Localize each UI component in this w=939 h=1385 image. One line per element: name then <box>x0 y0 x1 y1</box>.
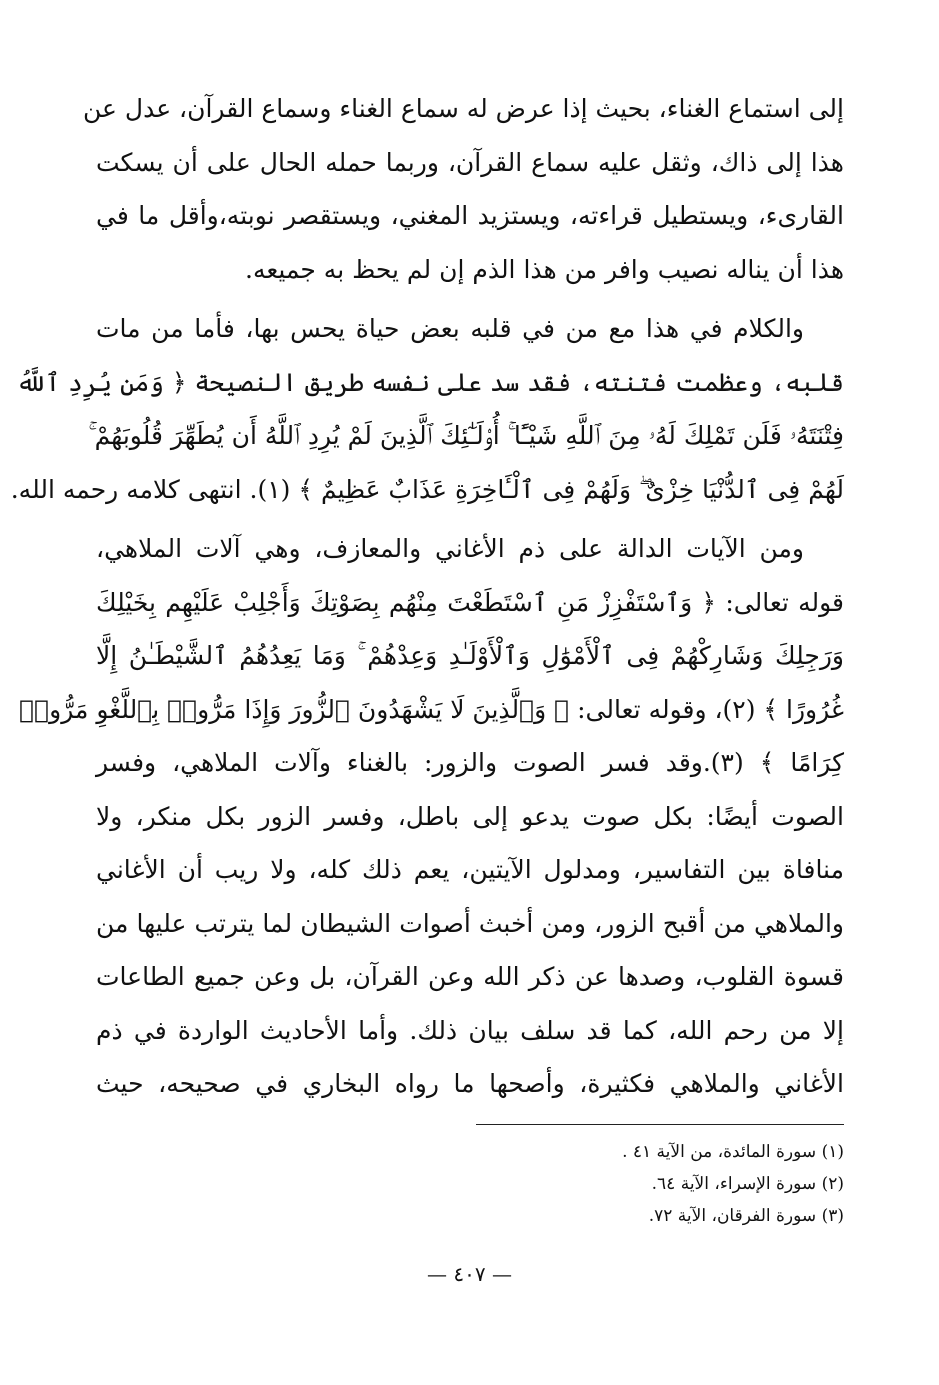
quran-verse-line: وَرَجِلِكَ وَشَارِكْهُمْ فِى ٱلْأَمْوَٰلِ وَٱلْأَوْلَـٰدِ وَعِدْهُمْ ۚ وَمَا يَعِدُهُمُ ٱلشَّيْطَـٰنُ إِلَّا <box>96 641 844 670</box>
paragraph <box>19 522 844 1111</box>
text-line: الأغاني والملاهي فكثيرة، وأصحها ما رواه البخاري في صحيحه، حيث <box>96 1069 844 1098</box>
text-line: والملاهي من أقبح الزور، ومن أخبث أصوات الشيطان لما يترتب عليها من <box>96 908 844 938</box>
footnote-divider <box>476 1124 844 1125</box>
quran-verse-line: غُرُورًا ﴾ (٢)، وقوله تعالى: ﴿ وَٱلَّذِينَ لَا يَشْهَدُونَ ٱلزُّورَ وَإِذَا مَرُّوا۟ بِٱللَّغْوِ مَرُّوا۟ <box>19 694 844 724</box>
footnote: (٣) سورة الفرقان، الآية ٧٢. <box>648 1206 844 1226</box>
quran-verse-line: لَهُمْ فِى ٱلدُّنْيَا خِزْىٌ ۖ وَلَهُمْ فِى ٱلْـَٔاخِرَةِ عَذَابٌ عَظِيمٌ ﴾ (١). انتهى كلامه رحمه الله. <box>10 474 844 504</box>
text-line: ومن الآيات الدالة على ذم الأغاني والمعازف، وهي آلات الملاهي، <box>96 534 804 563</box>
text-line: هذا إلى ذاك، وثقل عليه سماع القرآن، وربما حمله الحال على أن يسكت <box>96 147 844 177</box>
text-line: الصوت أيضًا: بكل صوت يدعو إلى باطل، وفسر الزور بكل منكر، ولا <box>96 801 844 831</box>
text-line: منافاة بين التفاسير، ومدلول الآيتين، يعم ذلك كله، ولا ريب أن الأغاني <box>96 855 844 884</box>
page-body <box>10 82 844 1117</box>
paragraph <box>83 82 844 296</box>
quran-verse-line: فِتْنَتَهُۥ فَلَن تَمْلِكَ لَهُۥ مِنَ ٱللَّهِ شَيْـًٔا ۚ أُو۟لَـٰٓئِكَ ٱلَّذِينَ لَمْ يُرِدِ ٱللَّهُ أَن يُطَهِّرَ قُلُوبَهُمْ ۚ <box>88 421 844 450</box>
text-line: القارىء، ويستطيل قراءته، ويستزيد المغني، ويستقصر نوبته،وأقل ما في <box>96 201 844 230</box>
paragraph <box>10 302 844 516</box>
text-line: قلبه، وعظمت فتنته، فقد سد على نفسه طريق النصيحة ﴿ وَمَن يُرِدِ ٱللَّهُ <box>16 367 844 397</box>
quran-verse-line: قوله تعالى: ﴿ وَٱسْتَفْزِزْ مَنِ ٱسْتَطَعْتَ مِنْهُم بِصَوْتِكَ وَأَجْلِبْ عَلَيْهِم بِخَيْلِكَ <box>96 587 844 617</box>
text-line: قسوة القلوب، وصدها عن ذكر الله وعن القرآن، بل وعن جميع الطاعات <box>96 962 844 991</box>
footnote: (٢) سورة الإسراء، الآية ٦٤. <box>651 1174 844 1194</box>
footnote: (١) سورة المائدة، من الآية ٤١ . <box>622 1142 844 1162</box>
footnotes <box>476 1136 844 1232</box>
text-line: إلا من رحم الله، كما قد سلف بيان ذلك. وأما الأحاديث الواردة في ذم <box>96 1015 844 1045</box>
text-line: والكلام في هذا مع من في قلبه بعض حياة يحس بها، فأما من مات <box>96 314 804 343</box>
text-line: هذا أن يناله نصيب وافر من هذا الذم إن لم يحظ به جميعه. <box>245 254 844 284</box>
page-number: — ٤٠٧ — <box>427 1262 512 1286</box>
text-line: إلى استماع الغناء، بحيث إذا عرض له سماع الغناء وسماع القرآن، عدل عن <box>83 94 844 123</box>
text-line: كِرَامًا ﴾ (٣).وقد فسر الصوت والزور: بالغناء وآلات الملاهي، وفسر <box>96 748 844 777</box>
